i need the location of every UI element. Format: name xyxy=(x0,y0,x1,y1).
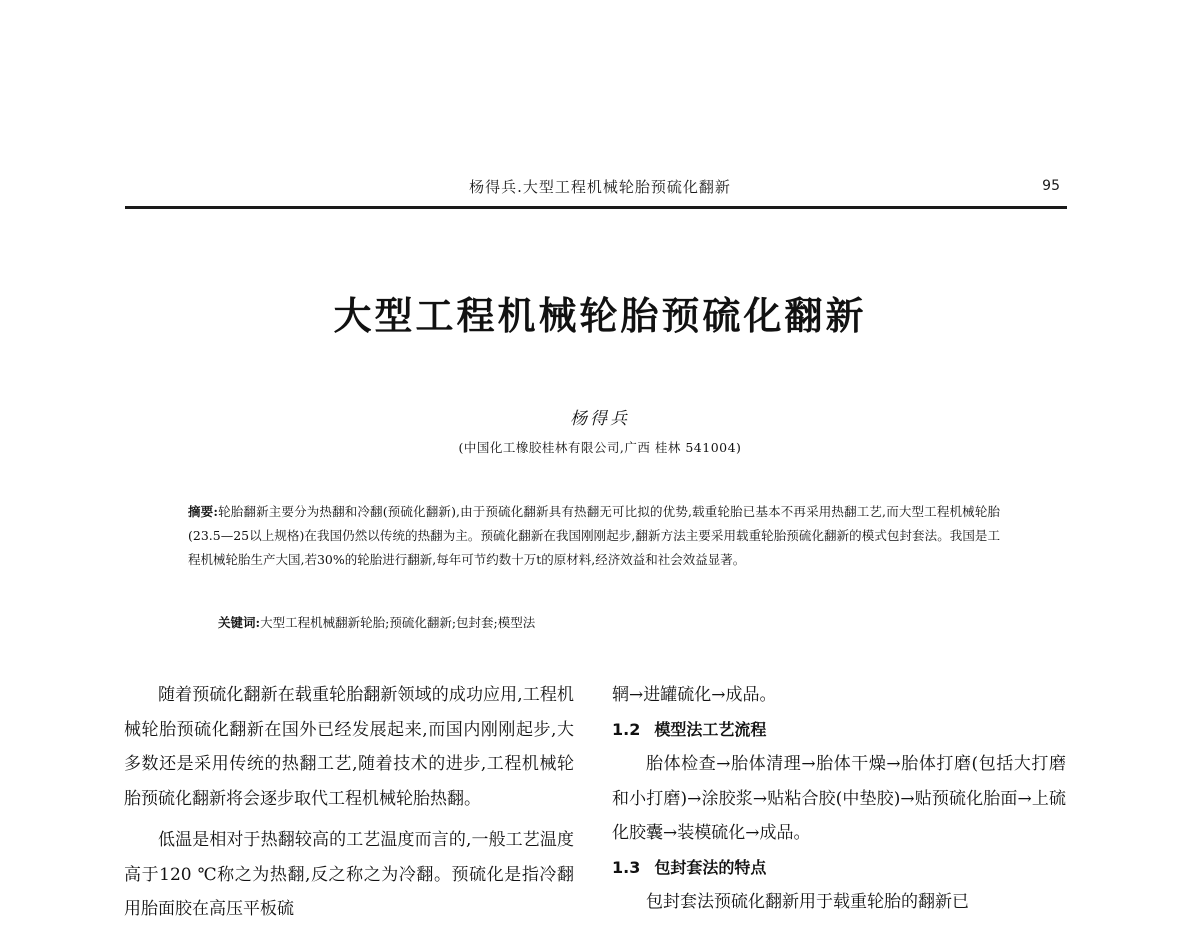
author-name: 杨得兵 xyxy=(570,409,630,429)
body-paragraph: 包封套法预硫化翻新用于载重轮胎的翻新已 xyxy=(646,892,969,912)
abstract xyxy=(188,500,1000,572)
section-heading-1-3 xyxy=(612,851,1066,886)
body-paragraph: 随着预硫化翻新在载重轮胎翻新领域的成功应用,工程机械轮胎预硫化翻新在国外已经发展起来,而国内刚刚起步,大多数还是采用传统的热翻工艺,随着技术的进步,工程机械轮胎预硫化翻新将会逐步取代工程机械轮胎热翻。 xyxy=(124,685,574,809)
body-column-right xyxy=(612,678,1066,920)
keywords-text: 大型工程机械翻新轮胎;预硫化翻新;包封套;模型法 xyxy=(260,615,536,630)
body-column-left xyxy=(124,678,574,934)
keywords-label: 关键词: xyxy=(218,615,261,630)
body-paragraph: 胎体检查→胎体清理→胎体干燥→胎体打磨(包括大打磨和小打磨)→涂胶浆→贴粘合胶(中垫胶)→贴预硫化胎面→上硫化胶囊→装模硫化→成品。 xyxy=(612,754,1066,843)
running-head: 杨得兵.大型工程机械轮胎预硫化翻新 xyxy=(469,178,731,196)
section-title: 包封套法的特点 xyxy=(654,857,767,877)
header-rule xyxy=(125,206,1067,209)
body-paragraph-continuation: 辋→进罐硫化→成品。 xyxy=(612,685,777,705)
abstract-text: 轮胎翻新主要分为热翻和冷翻(预硫化翻新),由于预硫化翻新具有热翻无可比拟的优势,载重轮胎已基本不再采用热翻工艺,而大型工程机械轮胎(23.5—25以上规格)在我国仍然以传统的热翻为主。预硫化翻新在我国刚刚起步,翻新方法主要采用载重轮胎预硫化翻新的模式包封套法。我国是工程机械轮胎生产大国,若30%的轮胎进行翻新,每年可节约数十万t的原材料,经济效益和社会效益显著。 xyxy=(188,504,1000,567)
section-heading-1-2 xyxy=(612,713,1066,748)
page-number: 95 xyxy=(1042,178,1060,194)
article-title: 大型工程机械轮胎预硫化翻新 xyxy=(333,294,867,338)
keywords xyxy=(218,611,998,635)
section-title: 模型法工艺流程 xyxy=(654,719,767,739)
body-paragraph: 低温是相对于热翻较高的工艺温度而言的,一般工艺温度高于120 ℃称之为热翻,反之称之为冷翻。预硫化是指冷翻用胎面胶在高压平板硫 xyxy=(124,830,574,919)
abstract-label: 摘要: xyxy=(188,504,218,519)
section-number: 1.2 xyxy=(612,719,641,739)
author-affiliation: (中国化工橡胶桂林有限公司,广西 桂林 541004) xyxy=(458,440,742,455)
section-number: 1.3 xyxy=(612,857,641,877)
